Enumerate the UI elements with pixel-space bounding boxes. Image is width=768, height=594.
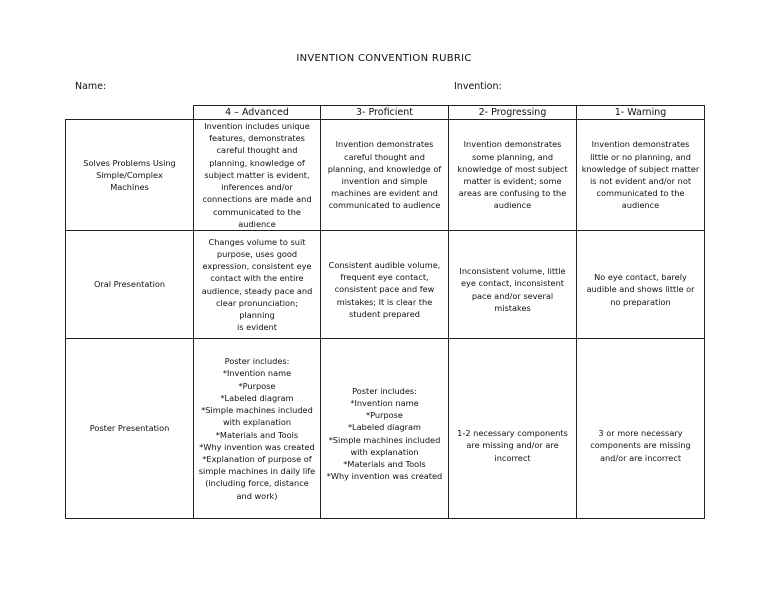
cell-warning: No eye contact, barely audible and shows little or no preparation — [577, 231, 705, 339]
header-blank-cell — [66, 106, 194, 120]
cell-progressing: Inconsistent volume, little eye contact, inconsistent pace and/or several mistakes — [449, 231, 577, 339]
cell-progressing: 1-2 necessary components are missing and/or are incorrect — [449, 339, 577, 519]
table-row — [66, 231, 705, 339]
cell-progressing: Invention demonstrates some planning, and knowledge of most subject matter is evident; some areas are confusing to the audience — [449, 120, 577, 231]
cell-proficient: Consistent audible volume, frequent eye contact, consistent pace and few mistakes; It is clear the student prepared — [321, 231, 449, 339]
page-title: INVENTION CONVENTION RUBRIC — [296, 53, 472, 64]
header-warning: 1- Warning — [577, 106, 705, 120]
cell-warning: 3 or more necessary components are missing and/or are incorrect — [577, 339, 705, 519]
name-label: Name: — [75, 81, 107, 92]
cell-advanced: Changes volume to suit purpose, uses good expression, consistent eye contact with the entire audience, steady pace and clear pronunciation; planning is evident — [194, 231, 321, 339]
invention-label: Invention: — [454, 81, 502, 92]
header-proficient: 3- Proficient — [321, 106, 449, 120]
criterion-poster-presentation: Poster Presentation — [66, 339, 194, 519]
criterion-problem-solving: Solves Problems Using Simple/Complex Machines — [66, 120, 194, 231]
cell-warning: Invention demonstrates little or no planning, and knowledge of subject matter is not evident and/or not communicated to the audience — [577, 120, 705, 231]
rubric-table — [65, 105, 705, 519]
table-row — [66, 120, 705, 231]
cell-advanced: Invention includes unique features, demonstrates careful thought and planning, knowledge of subject matter is evident, inferences and/or connections are made and communicated to the audience — [194, 120, 321, 231]
header-row — [66, 106, 705, 120]
header-advanced: 4 – Advanced — [194, 106, 321, 120]
table-row — [66, 339, 705, 519]
header-progressing: 2- Progressing — [449, 106, 577, 120]
cell-proficient: Invention demonstrates careful thought and planning, and knowledge of invention and simple machines are evident and communicated to audience — [321, 120, 449, 231]
cell-advanced: Poster includes: *Invention name *Purpose *Labeled diagram *Simple machines included with explanation *Materials and Tools *Why invention was created *Explanation of purpose of simple machines in daily life (including force, distance and work) — [194, 339, 321, 519]
cell-proficient: Poster includes: *Invention name *Purpose *Labeled diagram *Simple machines included with explanation *Materials and Tools *Why invention was created — [321, 339, 449, 519]
criterion-oral-presentation: Oral Presentation — [66, 231, 194, 339]
